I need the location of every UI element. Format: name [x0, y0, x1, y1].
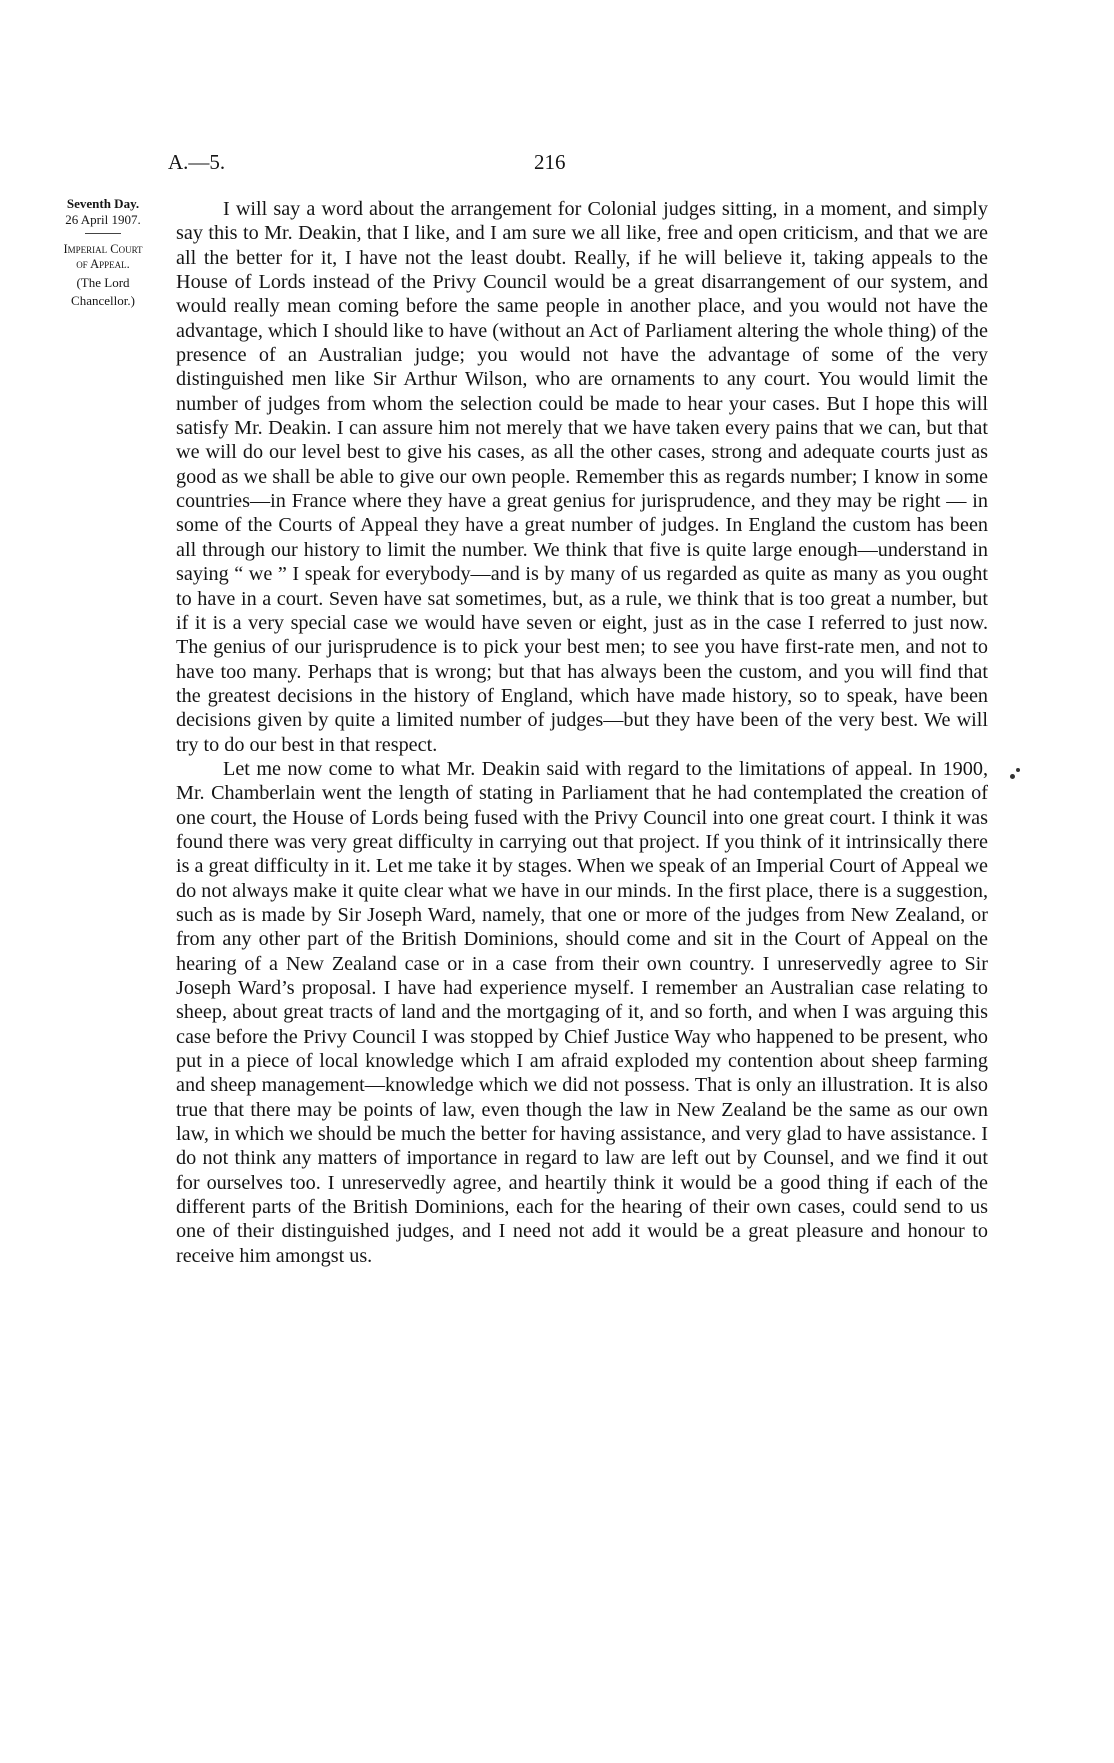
body-text — [176, 197, 988, 1268]
report-reference: A.—5. — [168, 150, 226, 174]
paragraph-1: I will say a word about the arrangement for Colonial judges sitting, in a moment, and simply say this to Mr. Deakin, that I like, and I am sure we all like, free and open criticism, and that we are all the better for it, I have not the least doubt. Really, if he will believe it, taking appeals to the House of Lords instead of the Privy Council would be a great disarrangement of our system, and would really mean coming before the same people in another place, and you would not have the advantage, which I should like to have (without an Act of Parliament altering the whole thing) of the presence of an Australian judge; you would not have the advantage of some of the very distinguished men like Sir Arthur Wilson, who are ornaments to any court. You would limit the number of judges from whom the selection could be made to hear your cases. But I hope this will satisfy Mr. Deakin. I can assure him not merely that we have taken every pains that we can, but that we will do our level best to give his cases, as all the other cases, strong and adequate courts just as good as we shall be able to give our own people. Remember this as regards number; I know in some countries—in France where they have a great genius for jurisprudence, and they may be right — in some of the Courts of Appeal they have a great number of judges. In England the custom has been all through our history to limit the number. We think that five is quite large enough—understand in saying “ we ” I speak for everybody—and is by many of us regarded as quite as many as you ought to have in a court. Seven have sat sometimes, but, as a rule, we think that is too great a number, but if it is a very special case we would have seven or eight, just as in the case I referred to just now. The genius of our jurisprudence is to pick your best men; to see you have first-rate men, and not to have too many. Perhaps that is wrong; but that has always been the custom, and you will find that the greatest decisions in the history of England, which have made history, so to speak, have been decisions given by quite a limited number of judges—but they have been of the very best. We will try to do our best in that respect. — [176, 198, 988, 756]
margin-subject-line1: Imperial Court — [63, 242, 143, 256]
margin-divider — [85, 233, 121, 234]
margin-speaker-line2: Chancellor.) — [71, 293, 135, 308]
margin-speaker-line1: (The Lord — [76, 275, 130, 290]
ink-speck — [1010, 774, 1015, 779]
margin-day: Seventh Day. — [66, 196, 140, 211]
page-number: 216 — [534, 150, 566, 174]
margin-date: 26 April 1907. — [65, 212, 141, 227]
paragraph-2: Let me now come to what Mr. Deakin said with regard to the limitations of appeal. In 1900, Mr. Chamberlain went the length of stating in Parliament that he had contemplated the creation of one court, the House of Lords being fused with the Privy Council into one great court. I think it was found there was very great difficulty in carrying out that project. If you think of it intrinsically there is a great difficulty in it. Let me take it by stages. When we speak of an Imperial Court of Appeal we do not always make it quite clear what we have in our minds. In the first place, there is a suggestion, such as is made by Sir Joseph Ward, namely, that one or more of the judges from New Zealand, or from any other part of the British Dominions, should come and sit in the Court of Appeal on the hearing of a New Zealand case or in a case from their own country. I unreservedly agree to Sir Joseph Ward’s proposal. I have had experience myself. I remember an Australian case relating to sheep, about great tracts of land and the mortgaging of it, and so forth, and when I was arguing this case before the Privy Council I was stopped by Chief Justice Way who happened to be present, who put in a piece of local knowledge which I am afraid exploded my contention about sheep farming and sheep management—knowledge which we did not possess. That is only an illustration. It is also true that there may be points of law, even though the law in New Zealand be the same as our own law, in which we should be much the better for having assistance, and very glad to have assistance. I do not think any matters of importance in regard to law are left out by Counsel, and we find it out for ourselves too. I unreservedly agree, and heartily think it would be a good thing if each of the different parts of the British Dominions, each for the hearing of their own cases, could send to us one of their distinguished judges, and I need not add it would be a great pleasure and honour to receive him amongst us. — [176, 757, 988, 1267]
ink-speck — [1016, 768, 1020, 772]
margin-subject-line2: of Appeal. — [76, 257, 130, 271]
margin-note — [40, 196, 166, 308]
